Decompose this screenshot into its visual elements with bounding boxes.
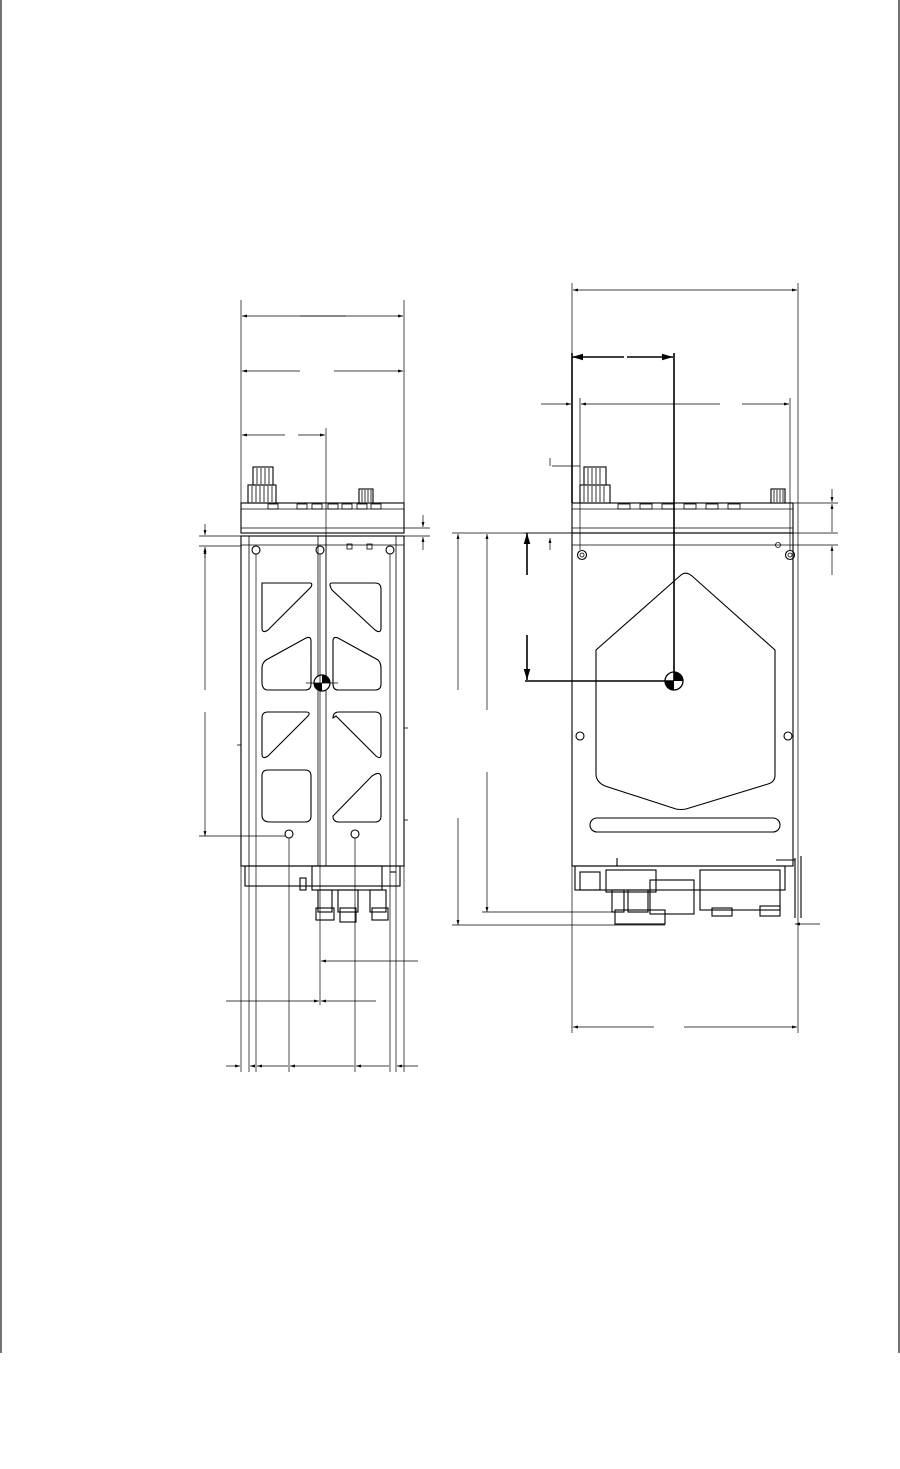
mounting-hole-icon — [578, 551, 587, 560]
mounting-hole-icon — [576, 732, 584, 740]
front-connectors — [245, 866, 400, 922]
knob-icon — [359, 489, 373, 503]
front-cutouts-left — [262, 583, 312, 822]
front-body — [241, 536, 404, 866]
side-slot — [590, 818, 780, 832]
front-flange-details — [268, 504, 381, 509]
mounting-hole-icon — [316, 546, 324, 554]
side-dimensions — [452, 283, 838, 1033]
knob-icon — [771, 489, 785, 503]
front-cutouts-right — [330, 583, 381, 822]
sheet-border — [1, 0, 899, 1353]
mounting-hole-icon — [252, 546, 260, 554]
side-connectors — [575, 856, 801, 924]
side-body — [572, 533, 793, 866]
side-top-flange — [572, 503, 793, 533]
mounting-hole-icon — [784, 732, 792, 740]
front-view — [237, 467, 408, 922]
hexagonal-panel — [596, 573, 775, 809]
knob-icon — [580, 467, 610, 503]
side-view — [525, 353, 801, 924]
mounting-hole-icon — [285, 830, 293, 838]
front-top-flange — [241, 503, 404, 533]
mounting-hole-icon — [351, 830, 359, 838]
knob-icon — [248, 467, 276, 503]
mounting-hole-icon — [386, 546, 394, 554]
